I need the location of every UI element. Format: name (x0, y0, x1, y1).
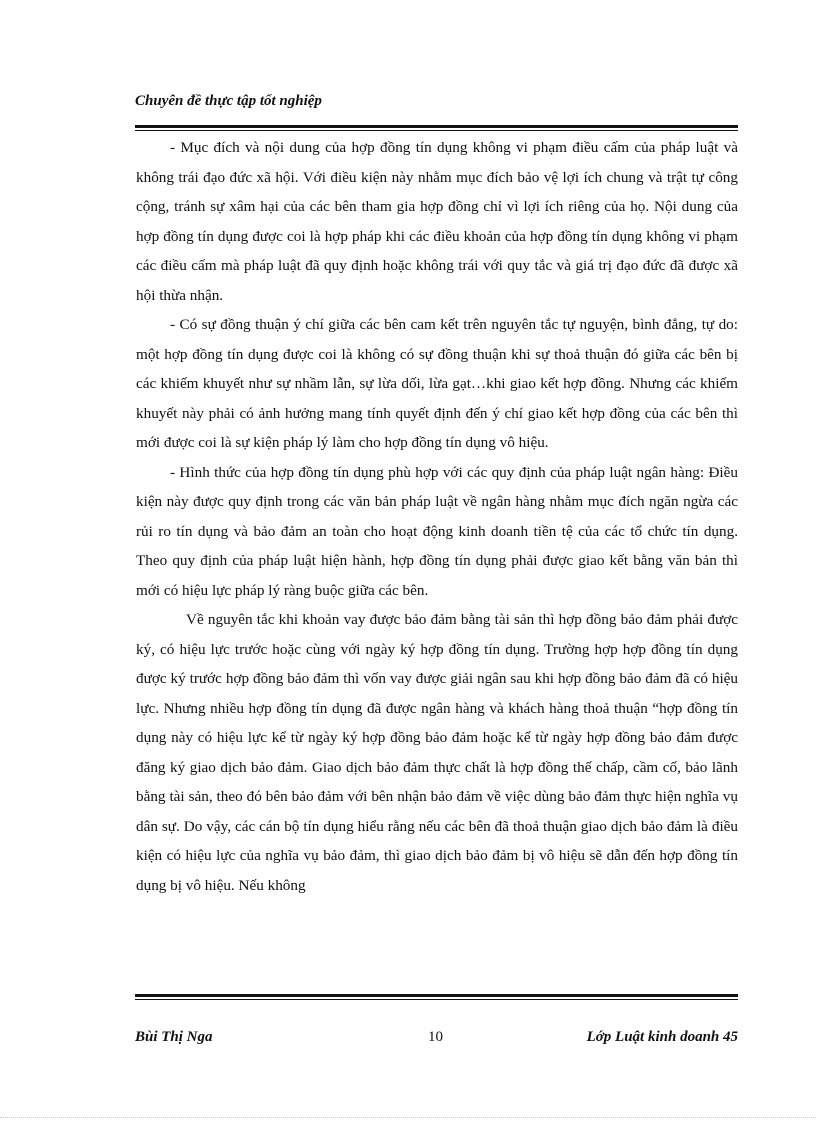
paragraph-mutual-consent: - Có sự đồng thuận ý chí giữa các bên cam kết trên nguyên tắc tự nguyện, bình đẳng, tự do: một hợp đồng tín dụng được coi là không có sự đồng thuận khi sự thoả thuận đó giữa các bên bị các khiếm khuyết như sự nhầm lẫn, sự lừa dối, lừa gạt…khi giao kết hợp đồng. Nhưng các khiếm khuyết này phải có ảnh hưởng mang tính quyết định đến ý chí giao kết hợp đồng của các bên thì mới được coi là sự kiện pháp lý làm cho hợp đồng tín dụng vô hiệu. (136, 316, 738, 451)
header-title: Chuyên đề thực tập tốt nghiệp (135, 93, 322, 109)
paragraph-collateral-principle: Về nguyên tắc khi khoản vay được bảo đảm bằng tài sản thì hợp đồng bảo đảm phải được ký, có hiệu lực trước hoặc cùng với ngày ký hợp đồng tín dụng. Trường hợp hợp đồng tín dụng được ký trước hợp đồng bảo đảm thì vốn vay được giải ngân sau khi hợp đồng bảo đảm đã có hiệu lực. Nhưng nhiều hợp đồng tín dụng đã được ngân hàng và khách hàng thoả thuận “hợp đồng tín dụng này có hiệu lực kể từ ngày ký hợp đồng bảo đảm hoặc kể từ ngày hợp đồng bảo đảm được đăng ký giao dịch bảo đảm. Giao dịch bảo đảm thực chất là hợp đồng thế chấp, cầm cố, bảo lãnh bằng tài sản, theo đó bên bảo đảm với bên nhận bảo đảm về việc dùng bảo đảm thực hiện nghĩa vụ dân sự. Do vậy, các cán bộ tín dụng hiểu rằng nếu các bên đã thoả thuận giao dịch bảo đảm là điều kiện có hiệu lực của nghĩa vụ bảo đảm, thì giao dịch bảo đảm bị vô hiệu sẽ dẫn đến hợp đồng tín dụng bị vô hiệu. Nếu không (136, 611, 738, 894)
header-rule-thin (135, 130, 738, 131)
body-text (136, 133, 738, 900)
paragraph-legal-purpose: - Mục đích và nội dung của hợp đồng tín dụng không vi phạm điều cấm của pháp luật và không trái đạo đức xã hội. Với điều kiện này nhằm mục đích bảo vệ lợi ích chung và trật tự công cộng, tránh sự xâm hại của các bên tham gia hợp đồng chỉ vì lợi ích riêng của họ. Nội dung của hợp đồng tín dụng được coi là hợp pháp khi các điều khoản của hợp đồng tín dụng không vi phạm các điều cấm mà pháp luật đã quy định hoặc không trái với quy tắc và giá trị đạo đức đã được xã hội thừa nhận. (136, 139, 738, 304)
paragraph-contract-form: - Hình thức của hợp đồng tín dụng phù hợp với các quy định của pháp luật ngân hàng: Điều kiện này được quy định trong các văn bản pháp luật về ngân hàng nhằm mục đích ngăn ngừa các rủi ro tín dụng và bảo đảm an toàn cho hoạt động kinh doanh tiền tệ của các tổ chức tín dụng. Theo quy định của pháp luật hiện hành, hợp đồng tín dụng phải được giao kết bằng văn bản thì mới có hiệu lực pháp lý ràng buộc giữa các bên. (136, 463, 738, 599)
footer-rule-thick (135, 994, 738, 997)
footer-page-number: 10 (428, 1029, 443, 1045)
page-edge-divider (0, 1117, 816, 1118)
footer-class-name: Lớp Luật kinh doanh 45 (586, 1029, 738, 1045)
header-rule-thick (135, 125, 738, 128)
footer-rule-thin (135, 999, 738, 1000)
footer-author: Bùi Thị Nga (135, 1029, 213, 1045)
